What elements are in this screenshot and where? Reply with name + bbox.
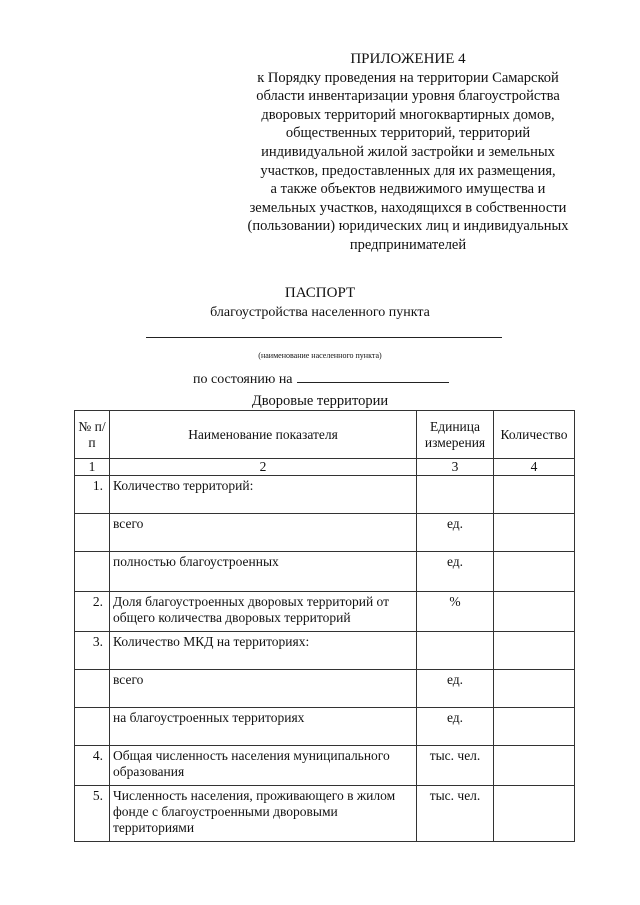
row-name: Доля благоустроенных дворовых территорий от общего количества дворовых территорий — [110, 592, 417, 632]
row-number: 5. — [75, 786, 110, 842]
row-quantity[interactable] — [494, 746, 575, 786]
row-quantity[interactable] — [494, 552, 575, 592]
appendix-line: общественных территорий, территорий — [285, 125, 531, 142]
row-unit — [417, 632, 494, 670]
appendix-line: участков, предоставленных для их размещения, — [260, 162, 556, 179]
row-quantity[interactable] — [494, 786, 575, 842]
row-name: Количество МКД на территориях: — [110, 632, 417, 670]
table-row — [75, 670, 575, 708]
column-number: 2 — [110, 459, 417, 476]
row-number — [75, 670, 110, 708]
table-row — [75, 708, 575, 746]
row-quantity[interactable] — [494, 592, 575, 632]
appendix-line: (пользовании) юридических лиц и индивидуальных — [247, 218, 569, 235]
table-row — [75, 514, 575, 552]
table-header-row — [75, 411, 575, 459]
appendix-line: предпринимателей — [349, 236, 467, 253]
row-number — [75, 552, 110, 592]
appendix-line: области инвентаризации уровня благоустройства — [256, 88, 560, 105]
row-number: 1. — [75, 476, 110, 514]
appendix-line: а также объектов недвижимого имущества и — [270, 181, 546, 198]
row-unit: тыс. чел. — [417, 786, 494, 842]
indicators-table — [74, 410, 575, 842]
date-field[interactable] — [297, 368, 449, 383]
row-name: полностью благоустроенных — [110, 552, 417, 592]
appendix-line: к Порядку проведения на территории Самарской — [257, 69, 559, 86]
column-number: 1 — [75, 459, 110, 476]
date-label: по состоянию на — [193, 372, 293, 387]
appendix-line: дворовых территорий многоквартирных домов, — [261, 106, 555, 123]
row-unit: ед. — [417, 552, 494, 592]
header-cell-unit: Единица измерения — [417, 411, 494, 459]
passport-subtitle: благоустройства населенного пункта — [210, 305, 430, 320]
row-unit: тыс. чел. — [417, 746, 494, 786]
row-quantity[interactable] — [494, 514, 575, 552]
section-title: Дворовые территории — [251, 393, 389, 409]
row-number — [75, 708, 110, 746]
row-number: 4. — [75, 746, 110, 786]
table-row — [75, 476, 575, 514]
row-name: всего — [110, 670, 417, 708]
row-unit: % — [417, 592, 494, 632]
row-quantity[interactable] — [494, 632, 575, 670]
table-row — [75, 786, 575, 842]
row-name: на благоустроенных территориях — [110, 708, 417, 746]
row-number: 2. — [75, 592, 110, 632]
row-name: Численность населения, проживающего в жилом фонде с благоустроенными дворовыми территориями — [110, 786, 417, 842]
row-number — [75, 514, 110, 552]
header-cell-number: № п/п — [75, 411, 110, 459]
appendix-line: индивидуальной жилой застройки и земельных — [261, 143, 555, 160]
column-number-row — [75, 459, 575, 476]
header-cell-name: Наименование показателя — [110, 411, 417, 459]
date-row — [193, 368, 449, 388]
header-cell-quantity: Количество — [494, 411, 575, 459]
table-row — [75, 632, 575, 670]
row-unit: ед. — [417, 670, 494, 708]
row-quantity[interactable] — [494, 476, 575, 514]
appendix-line: земельных участков, находящихся в собственности — [249, 199, 567, 216]
row-unit — [417, 476, 494, 514]
row-unit: ед. — [417, 708, 494, 746]
row-unit: ед. — [417, 514, 494, 552]
row-name: Общая численность населения муниципального образования — [110, 746, 417, 786]
column-number: 4 — [494, 459, 575, 476]
table-row — [75, 552, 575, 592]
settlement-name-field[interactable] — [146, 337, 502, 338]
appendix-block — [232, 50, 584, 255]
appendix-heading: ПРИЛОЖЕНИЕ 4 — [350, 51, 466, 67]
row-quantity[interactable] — [494, 670, 575, 708]
table-row — [75, 592, 575, 632]
row-name: Количество территорий: — [110, 476, 417, 514]
passport-title: ПАСПОРТ — [284, 285, 356, 301]
column-number: 3 — [417, 459, 494, 476]
row-name: всего — [110, 514, 417, 552]
row-quantity[interactable] — [494, 708, 575, 746]
table-row — [75, 746, 575, 786]
row-number: 3. — [75, 632, 110, 670]
settlement-name-caption: (наименование населенного пункта) — [258, 351, 382, 360]
